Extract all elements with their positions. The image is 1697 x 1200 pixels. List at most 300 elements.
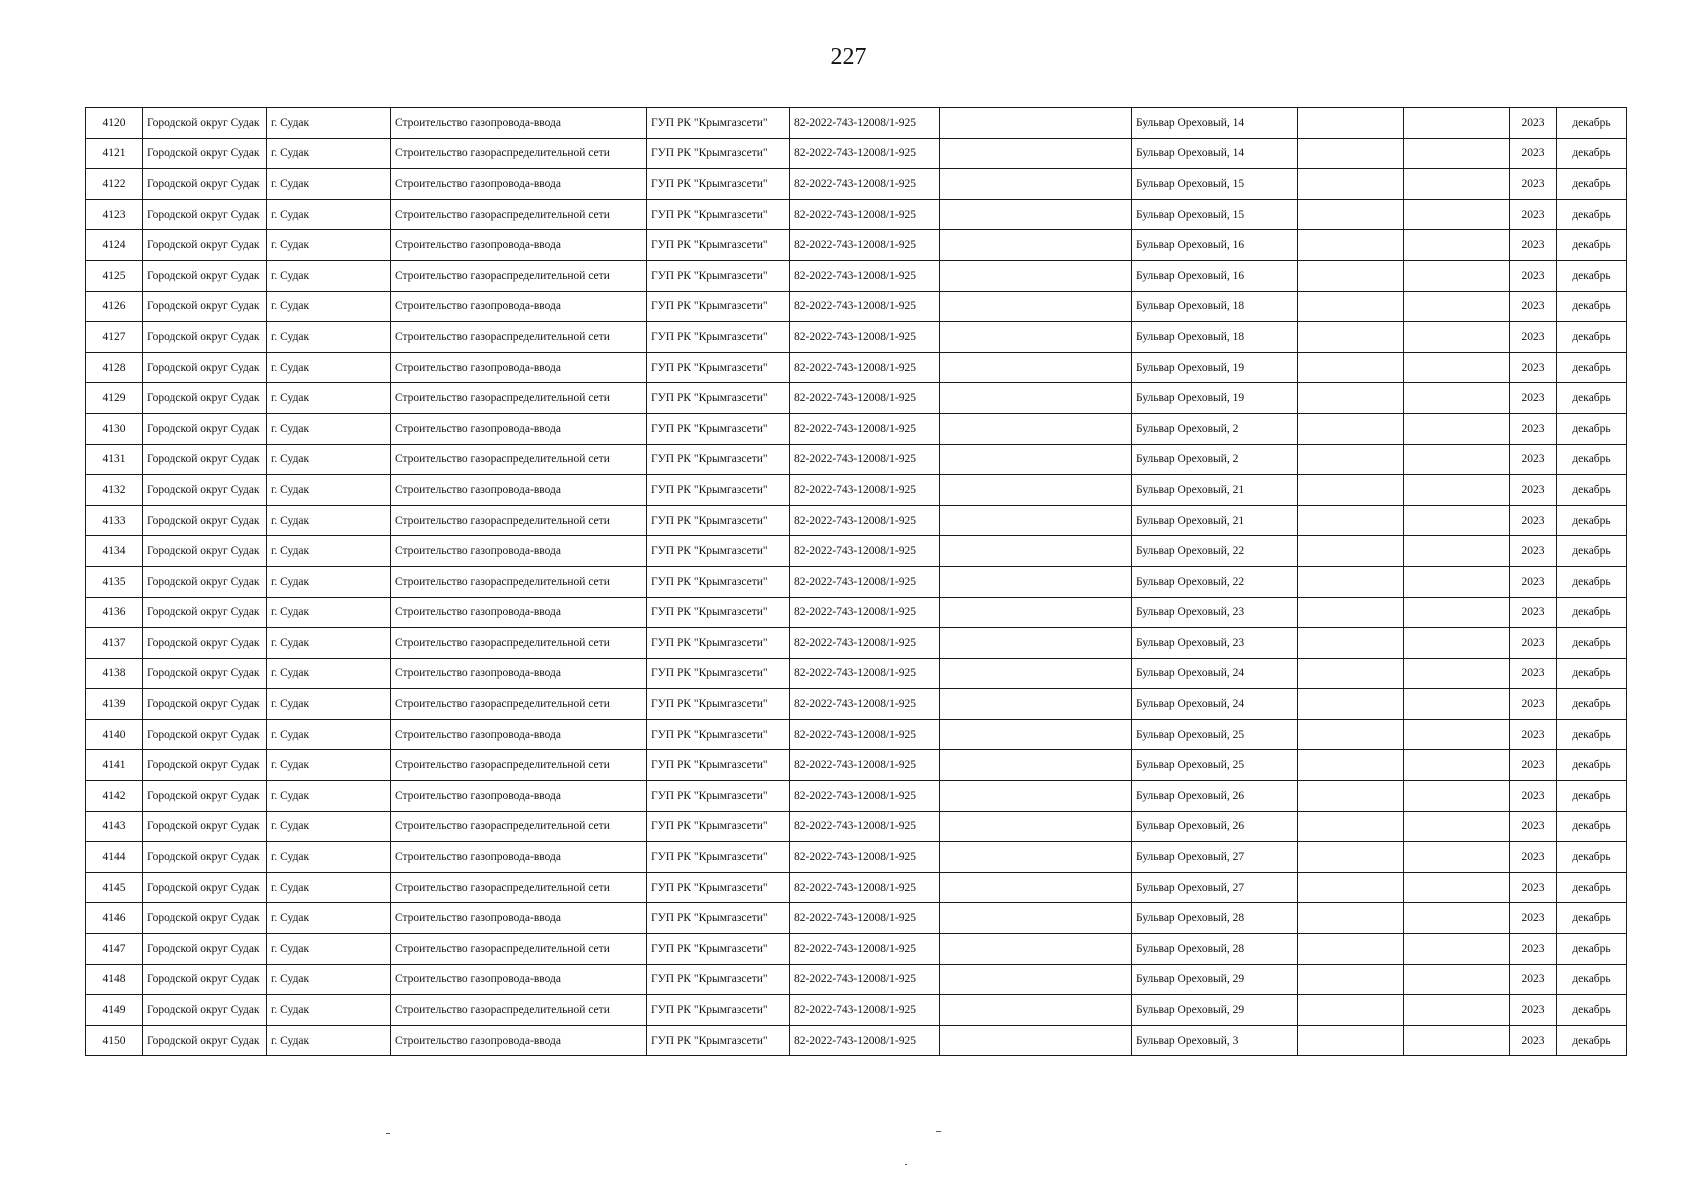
year-cell: 2023 — [1510, 260, 1557, 291]
address-cell: Бульвар Ореховый, 19 — [1132, 383, 1298, 414]
scan-speck — [936, 1131, 941, 1132]
month-cell: декабрь — [1557, 750, 1627, 781]
month-cell: декабрь — [1557, 444, 1627, 475]
program-code-cell: 82-2022-743-12008/1-925 — [790, 658, 940, 689]
organization-cell: ГУП РК "Крымгазсети" — [647, 872, 790, 903]
year-cell: 2023 — [1510, 444, 1557, 475]
empty-cell — [940, 199, 1132, 230]
year-cell: 2023 — [1510, 811, 1557, 842]
empty-cell — [1298, 995, 1404, 1026]
work-type-cell: Строительство газораспределительной сети — [391, 138, 647, 169]
row-number: 4134 — [86, 536, 143, 567]
district-cell: Городской округ Судак — [143, 1025, 267, 1056]
row-number: 4144 — [86, 842, 143, 873]
empty-cell — [940, 628, 1132, 659]
empty-cell — [940, 995, 1132, 1026]
district-cell: Городской округ Судак — [143, 781, 267, 812]
table-body — [86, 108, 1627, 1056]
empty-cell — [1404, 1025, 1510, 1056]
address-cell: Бульвар Ореховый, 23 — [1132, 597, 1298, 628]
work-type-cell: Строительство газораспределительной сети — [391, 689, 647, 720]
empty-cell — [940, 566, 1132, 597]
month-cell: декабрь — [1557, 566, 1627, 597]
month-cell: декабрь — [1557, 964, 1627, 995]
empty-cell — [940, 475, 1132, 506]
empty-cell — [1298, 719, 1404, 750]
organization-cell: ГУП РК "Крымгазсети" — [647, 750, 790, 781]
city-cell: г. Судак — [267, 719, 391, 750]
month-cell: декабрь — [1557, 260, 1627, 291]
year-cell: 2023 — [1510, 230, 1557, 261]
work-type-cell: Строительство газопровода-ввода — [391, 536, 647, 567]
table-row — [86, 505, 1627, 536]
empty-cell — [1404, 444, 1510, 475]
work-type-cell: Строительство газораспределительной сети — [391, 322, 647, 353]
address-cell: Бульвар Ореховый, 15 — [1132, 199, 1298, 230]
month-cell: декабрь — [1557, 781, 1627, 812]
empty-cell — [1298, 1025, 1404, 1056]
empty-cell — [1298, 230, 1404, 261]
month-cell: декабрь — [1557, 872, 1627, 903]
empty-cell — [1404, 658, 1510, 689]
row-number: 4125 — [86, 260, 143, 291]
empty-cell — [1404, 811, 1510, 842]
program-code-cell: 82-2022-743-12008/1-925 — [790, 811, 940, 842]
city-cell: г. Судак — [267, 169, 391, 200]
city-cell: г. Судак — [267, 138, 391, 169]
organization-cell: ГУП РК "Крымгазсети" — [647, 628, 790, 659]
month-cell: декабрь — [1557, 505, 1627, 536]
empty-cell — [1404, 536, 1510, 567]
month-cell: декабрь — [1557, 719, 1627, 750]
organization-cell: ГУП РК "Крымгазсети" — [647, 964, 790, 995]
district-cell: Городской округ Судак — [143, 536, 267, 567]
address-cell: Бульвар Ореховый, 28 — [1132, 934, 1298, 965]
work-type-cell: Строительство газораспределительной сети — [391, 995, 647, 1026]
year-cell: 2023 — [1510, 352, 1557, 383]
year-cell: 2023 — [1510, 475, 1557, 506]
address-cell: Бульвар Ореховый, 16 — [1132, 260, 1298, 291]
empty-cell — [1404, 322, 1510, 353]
organization-cell: ГУП РК "Крымгазсети" — [647, 138, 790, 169]
empty-cell — [940, 934, 1132, 965]
table-row — [86, 781, 1627, 812]
month-cell: декабрь — [1557, 597, 1627, 628]
month-cell: декабрь — [1557, 536, 1627, 567]
month-cell: декабрь — [1557, 1025, 1627, 1056]
empty-cell — [940, 872, 1132, 903]
empty-cell — [1404, 872, 1510, 903]
table-row — [86, 413, 1627, 444]
table-row — [86, 719, 1627, 750]
city-cell: г. Судак — [267, 230, 391, 261]
month-cell: декабрь — [1557, 230, 1627, 261]
organization-cell: ГУП РК "Крымгазсети" — [647, 781, 790, 812]
table-row — [86, 230, 1627, 261]
month-cell: декабрь — [1557, 475, 1627, 506]
district-cell: Городской округ Судак — [143, 934, 267, 965]
empty-cell — [1404, 352, 1510, 383]
empty-cell — [1298, 108, 1404, 139]
empty-cell — [1404, 230, 1510, 261]
empty-cell — [940, 597, 1132, 628]
work-type-cell: Строительство газопровода-ввода — [391, 1025, 647, 1056]
district-cell: Городской округ Судак — [143, 505, 267, 536]
empty-cell — [1298, 750, 1404, 781]
city-cell: г. Судак — [267, 413, 391, 444]
organization-cell: ГУП РК "Крымгазсети" — [647, 1025, 790, 1056]
empty-cell — [1298, 628, 1404, 659]
row-number: 4137 — [86, 628, 143, 659]
work-type-cell: Строительство газопровода-ввода — [391, 291, 647, 322]
empty-cell — [1298, 199, 1404, 230]
table-row — [86, 138, 1627, 169]
address-cell: Бульвар Ореховый, 24 — [1132, 689, 1298, 720]
row-number: 4126 — [86, 291, 143, 322]
row-number: 4130 — [86, 413, 143, 444]
city-cell: г. Судак — [267, 108, 391, 139]
program-code-cell: 82-2022-743-12008/1-925 — [790, 536, 940, 567]
work-type-cell: Строительство газораспределительной сети — [391, 199, 647, 230]
row-number: 4138 — [86, 658, 143, 689]
program-code-cell: 82-2022-743-12008/1-925 — [790, 781, 940, 812]
empty-cell — [1404, 566, 1510, 597]
program-code-cell: 82-2022-743-12008/1-925 — [790, 689, 940, 720]
month-cell: декабрь — [1557, 903, 1627, 934]
program-code-cell: 82-2022-743-12008/1-925 — [790, 566, 940, 597]
year-cell: 2023 — [1510, 658, 1557, 689]
empty-cell — [940, 536, 1132, 567]
program-code-cell: 82-2022-743-12008/1-925 — [790, 291, 940, 322]
address-cell: Бульвар Ореховый, 22 — [1132, 536, 1298, 567]
district-cell: Городской округ Судак — [143, 169, 267, 200]
empty-cell — [1298, 811, 1404, 842]
year-cell: 2023 — [1510, 291, 1557, 322]
work-type-cell: Строительство газопровода-ввода — [391, 169, 647, 200]
empty-cell — [1404, 260, 1510, 291]
row-number: 4143 — [86, 811, 143, 842]
program-code-cell: 82-2022-743-12008/1-925 — [790, 903, 940, 934]
month-cell: декабрь — [1557, 322, 1627, 353]
table-row — [86, 597, 1627, 628]
empty-cell — [940, 903, 1132, 934]
year-cell: 2023 — [1510, 536, 1557, 567]
city-cell: г. Судак — [267, 628, 391, 659]
empty-cell — [940, 260, 1132, 291]
month-cell: декабрь — [1557, 352, 1627, 383]
city-cell: г. Судак — [267, 1025, 391, 1056]
empty-cell — [1298, 597, 1404, 628]
month-cell: декабрь — [1557, 842, 1627, 873]
empty-cell — [1404, 169, 1510, 200]
organization-cell: ГУП РК "Крымгазсети" — [647, 658, 790, 689]
table-row — [86, 352, 1627, 383]
empty-cell — [940, 842, 1132, 873]
organization-cell: ГУП РК "Крымгазсети" — [647, 108, 790, 139]
address-cell: Бульвар Ореховый, 26 — [1132, 811, 1298, 842]
empty-cell — [1298, 903, 1404, 934]
table-row — [86, 995, 1627, 1026]
year-cell: 2023 — [1510, 1025, 1557, 1056]
program-code-cell: 82-2022-743-12008/1-925 — [790, 995, 940, 1026]
year-cell: 2023 — [1510, 872, 1557, 903]
district-cell: Городской округ Судак — [143, 230, 267, 261]
address-cell: Бульвар Ореховый, 14 — [1132, 138, 1298, 169]
year-cell: 2023 — [1510, 781, 1557, 812]
district-cell: Городской округ Судак — [143, 842, 267, 873]
organization-cell: ГУП РК "Крымгазсети" — [647, 169, 790, 200]
table-row — [86, 536, 1627, 567]
program-code-cell: 82-2022-743-12008/1-925 — [790, 1025, 940, 1056]
city-cell: г. Судак — [267, 842, 391, 873]
empty-cell — [940, 658, 1132, 689]
organization-cell: ГУП РК "Крымгазсети" — [647, 413, 790, 444]
work-type-cell: Строительство газопровода-ввода — [391, 108, 647, 139]
city-cell: г. Судак — [267, 750, 391, 781]
row-number: 4133 — [86, 505, 143, 536]
empty-cell — [940, 291, 1132, 322]
table-row — [86, 903, 1627, 934]
empty-cell — [1298, 536, 1404, 567]
work-type-cell: Строительство газораспределительной сети — [391, 566, 647, 597]
program-code-cell: 82-2022-743-12008/1-925 — [790, 444, 940, 475]
row-number: 4147 — [86, 934, 143, 965]
address-cell: Бульвар Ореховый, 25 — [1132, 719, 1298, 750]
table-row — [86, 108, 1627, 139]
address-cell: Бульвар Ореховый, 28 — [1132, 903, 1298, 934]
year-cell: 2023 — [1510, 138, 1557, 169]
empty-cell — [940, 811, 1132, 842]
work-type-cell: Строительство газораспределительной сети — [391, 260, 647, 291]
empty-cell — [1298, 964, 1404, 995]
city-cell: г. Судак — [267, 475, 391, 506]
city-cell: г. Судак — [267, 260, 391, 291]
organization-cell: ГУП РК "Крымгазсети" — [647, 995, 790, 1026]
table-row — [86, 842, 1627, 873]
empty-cell — [940, 413, 1132, 444]
city-cell: г. Судак — [267, 689, 391, 720]
program-code-cell: 82-2022-743-12008/1-925 — [790, 964, 940, 995]
row-number: 4127 — [86, 322, 143, 353]
year-cell: 2023 — [1510, 383, 1557, 414]
empty-cell — [1404, 689, 1510, 720]
table-row — [86, 934, 1627, 965]
district-cell: Городской округ Судак — [143, 903, 267, 934]
empty-cell — [940, 169, 1132, 200]
organization-cell: ГУП РК "Крымгазсети" — [647, 597, 790, 628]
empty-cell — [940, 689, 1132, 720]
city-cell: г. Судак — [267, 934, 391, 965]
organization-cell: ГУП РК "Крымгазсети" — [647, 566, 790, 597]
empty-cell — [940, 781, 1132, 812]
table-row — [86, 169, 1627, 200]
program-code-cell: 82-2022-743-12008/1-925 — [790, 750, 940, 781]
program-code-cell: 82-2022-743-12008/1-925 — [790, 475, 940, 506]
empty-cell — [1298, 352, 1404, 383]
address-cell: Бульвар Ореховый, 25 — [1132, 750, 1298, 781]
empty-cell — [940, 444, 1132, 475]
empty-cell — [1404, 781, 1510, 812]
empty-cell — [1298, 658, 1404, 689]
program-code-cell: 82-2022-743-12008/1-925 — [790, 322, 940, 353]
district-cell: Городской округ Судак — [143, 719, 267, 750]
address-cell: Бульвар Ореховый, 23 — [1132, 628, 1298, 659]
district-cell: Городской округ Судак — [143, 444, 267, 475]
work-type-cell: Строительство газопровода-ввода — [391, 352, 647, 383]
scan-speck — [386, 1133, 390, 1134]
row-number: 4145 — [86, 872, 143, 903]
empty-cell — [1404, 719, 1510, 750]
table-row — [86, 322, 1627, 353]
empty-cell — [1298, 934, 1404, 965]
empty-cell — [1298, 169, 1404, 200]
month-cell: декабрь — [1557, 689, 1627, 720]
organization-cell: ГУП РК "Крымгазсети" — [647, 903, 790, 934]
empty-cell — [940, 230, 1132, 261]
program-code-cell: 82-2022-743-12008/1-925 — [790, 230, 940, 261]
district-cell: Городской округ Судак — [143, 291, 267, 322]
work-type-cell: Строительство газораспределительной сети — [391, 444, 647, 475]
work-type-cell: Строительство газораспределительной сети — [391, 750, 647, 781]
address-cell: Бульвар Ореховый, 16 — [1132, 230, 1298, 261]
page-number: 227 — [830, 44, 867, 70]
row-number: 4139 — [86, 689, 143, 720]
year-cell: 2023 — [1510, 413, 1557, 444]
empty-cell — [1404, 903, 1510, 934]
empty-cell — [1404, 291, 1510, 322]
district-cell: Городской округ Судак — [143, 260, 267, 291]
empty-cell — [1298, 689, 1404, 720]
city-cell: г. Судак — [267, 597, 391, 628]
program-code-cell: 82-2022-743-12008/1-925 — [790, 108, 940, 139]
program-code-cell: 82-2022-743-12008/1-925 — [790, 719, 940, 750]
scan-speck — [905, 1164, 907, 1165]
table-row — [86, 628, 1627, 659]
year-cell: 2023 — [1510, 505, 1557, 536]
table-row — [86, 811, 1627, 842]
year-cell: 2023 — [1510, 108, 1557, 139]
table-row — [86, 291, 1627, 322]
city-cell: г. Судак — [267, 383, 391, 414]
year-cell: 2023 — [1510, 597, 1557, 628]
year-cell: 2023 — [1510, 322, 1557, 353]
month-cell: декабрь — [1557, 934, 1627, 965]
address-cell: Бульвар Ореховый, 29 — [1132, 964, 1298, 995]
year-cell: 2023 — [1510, 566, 1557, 597]
empty-cell — [1404, 138, 1510, 169]
organization-cell: ГУП РК "Крымгазсети" — [647, 230, 790, 261]
program-code-cell: 82-2022-743-12008/1-925 — [790, 138, 940, 169]
empty-cell — [1404, 995, 1510, 1026]
program-code-cell: 82-2022-743-12008/1-925 — [790, 260, 940, 291]
row-number: 4142 — [86, 781, 143, 812]
organization-cell: ГУП РК "Крымгазсети" — [647, 505, 790, 536]
row-number: 4120 — [86, 108, 143, 139]
address-cell: Бульвар Ореховый, 15 — [1132, 169, 1298, 200]
work-type-cell: Строительство газопровода-ввода — [391, 903, 647, 934]
address-cell: Бульвар Ореховый, 21 — [1132, 475, 1298, 506]
organization-cell: ГУП РК "Крымгазсети" — [647, 199, 790, 230]
address-cell: Бульвар Ореховый, 19 — [1132, 352, 1298, 383]
row-number: 4150 — [86, 1025, 143, 1056]
program-code-cell: 82-2022-743-12008/1-925 — [790, 934, 940, 965]
district-cell: Городской округ Судак — [143, 964, 267, 995]
organization-cell: ГУП РК "Крымгазсети" — [647, 934, 790, 965]
empty-cell — [1298, 842, 1404, 873]
row-number: 4149 — [86, 995, 143, 1026]
work-type-cell: Строительство газопровода-ввода — [391, 413, 647, 444]
district-cell: Городской округ Судак — [143, 658, 267, 689]
empty-cell — [1298, 413, 1404, 444]
program-code-cell: 82-2022-743-12008/1-925 — [790, 597, 940, 628]
work-type-cell: Строительство газораспределительной сети — [391, 628, 647, 659]
address-cell: Бульвар Ореховый, 24 — [1132, 658, 1298, 689]
city-cell: г. Судак — [267, 505, 391, 536]
year-cell: 2023 — [1510, 995, 1557, 1026]
row-number: 4124 — [86, 230, 143, 261]
organization-cell: ГУП РК "Крымгазсети" — [647, 322, 790, 353]
table-row — [86, 689, 1627, 720]
organization-cell: ГУП РК "Крымгазсети" — [647, 689, 790, 720]
program-code-cell: 82-2022-743-12008/1-925 — [790, 383, 940, 414]
row-number: 4148 — [86, 964, 143, 995]
city-cell: г. Судак — [267, 781, 391, 812]
month-cell: декабрь — [1557, 811, 1627, 842]
empty-cell — [1404, 964, 1510, 995]
city-cell: г. Судак — [267, 995, 391, 1026]
year-cell: 2023 — [1510, 903, 1557, 934]
program-code-cell: 82-2022-743-12008/1-925 — [790, 169, 940, 200]
empty-cell — [1404, 750, 1510, 781]
year-cell: 2023 — [1510, 964, 1557, 995]
address-cell: Бульвар Ореховый, 3 — [1132, 1025, 1298, 1056]
organization-cell: ГУП РК "Крымгазсети" — [647, 842, 790, 873]
month-cell: декабрь — [1557, 658, 1627, 689]
work-type-cell: Строительство газопровода-ввода — [391, 781, 647, 812]
address-cell: Бульвар Ореховый, 18 — [1132, 322, 1298, 353]
city-cell: г. Судак — [267, 536, 391, 567]
empty-cell — [1298, 781, 1404, 812]
row-number: 4123 — [86, 199, 143, 230]
month-cell: декабрь — [1557, 108, 1627, 139]
month-cell: декабрь — [1557, 138, 1627, 169]
row-number: 4132 — [86, 475, 143, 506]
empty-cell — [1298, 260, 1404, 291]
city-cell: г. Судак — [267, 811, 391, 842]
district-cell: Городской округ Судак — [143, 872, 267, 903]
program-code-cell: 82-2022-743-12008/1-925 — [790, 628, 940, 659]
table-row — [86, 566, 1627, 597]
program-code-cell: 82-2022-743-12008/1-925 — [790, 199, 940, 230]
address-cell: Бульвар Ореховый, 2 — [1132, 444, 1298, 475]
table-row — [86, 1025, 1627, 1056]
table-row — [86, 750, 1627, 781]
row-number: 4129 — [86, 383, 143, 414]
month-cell: декабрь — [1557, 169, 1627, 200]
empty-cell — [940, 719, 1132, 750]
city-cell: г. Судак — [267, 566, 391, 597]
empty-cell — [1404, 842, 1510, 873]
empty-cell — [1404, 108, 1510, 139]
address-cell: Бульвар Ореховый, 18 — [1132, 291, 1298, 322]
address-cell: Бульвар Ореховый, 27 — [1132, 842, 1298, 873]
empty-cell — [940, 1025, 1132, 1056]
work-type-cell: Строительство газораспределительной сети — [391, 383, 647, 414]
district-cell: Городской округ Судак — [143, 108, 267, 139]
district-cell: Городской округ Судак — [143, 199, 267, 230]
empty-cell — [1404, 383, 1510, 414]
work-type-cell: Строительство газопровода-ввода — [391, 597, 647, 628]
